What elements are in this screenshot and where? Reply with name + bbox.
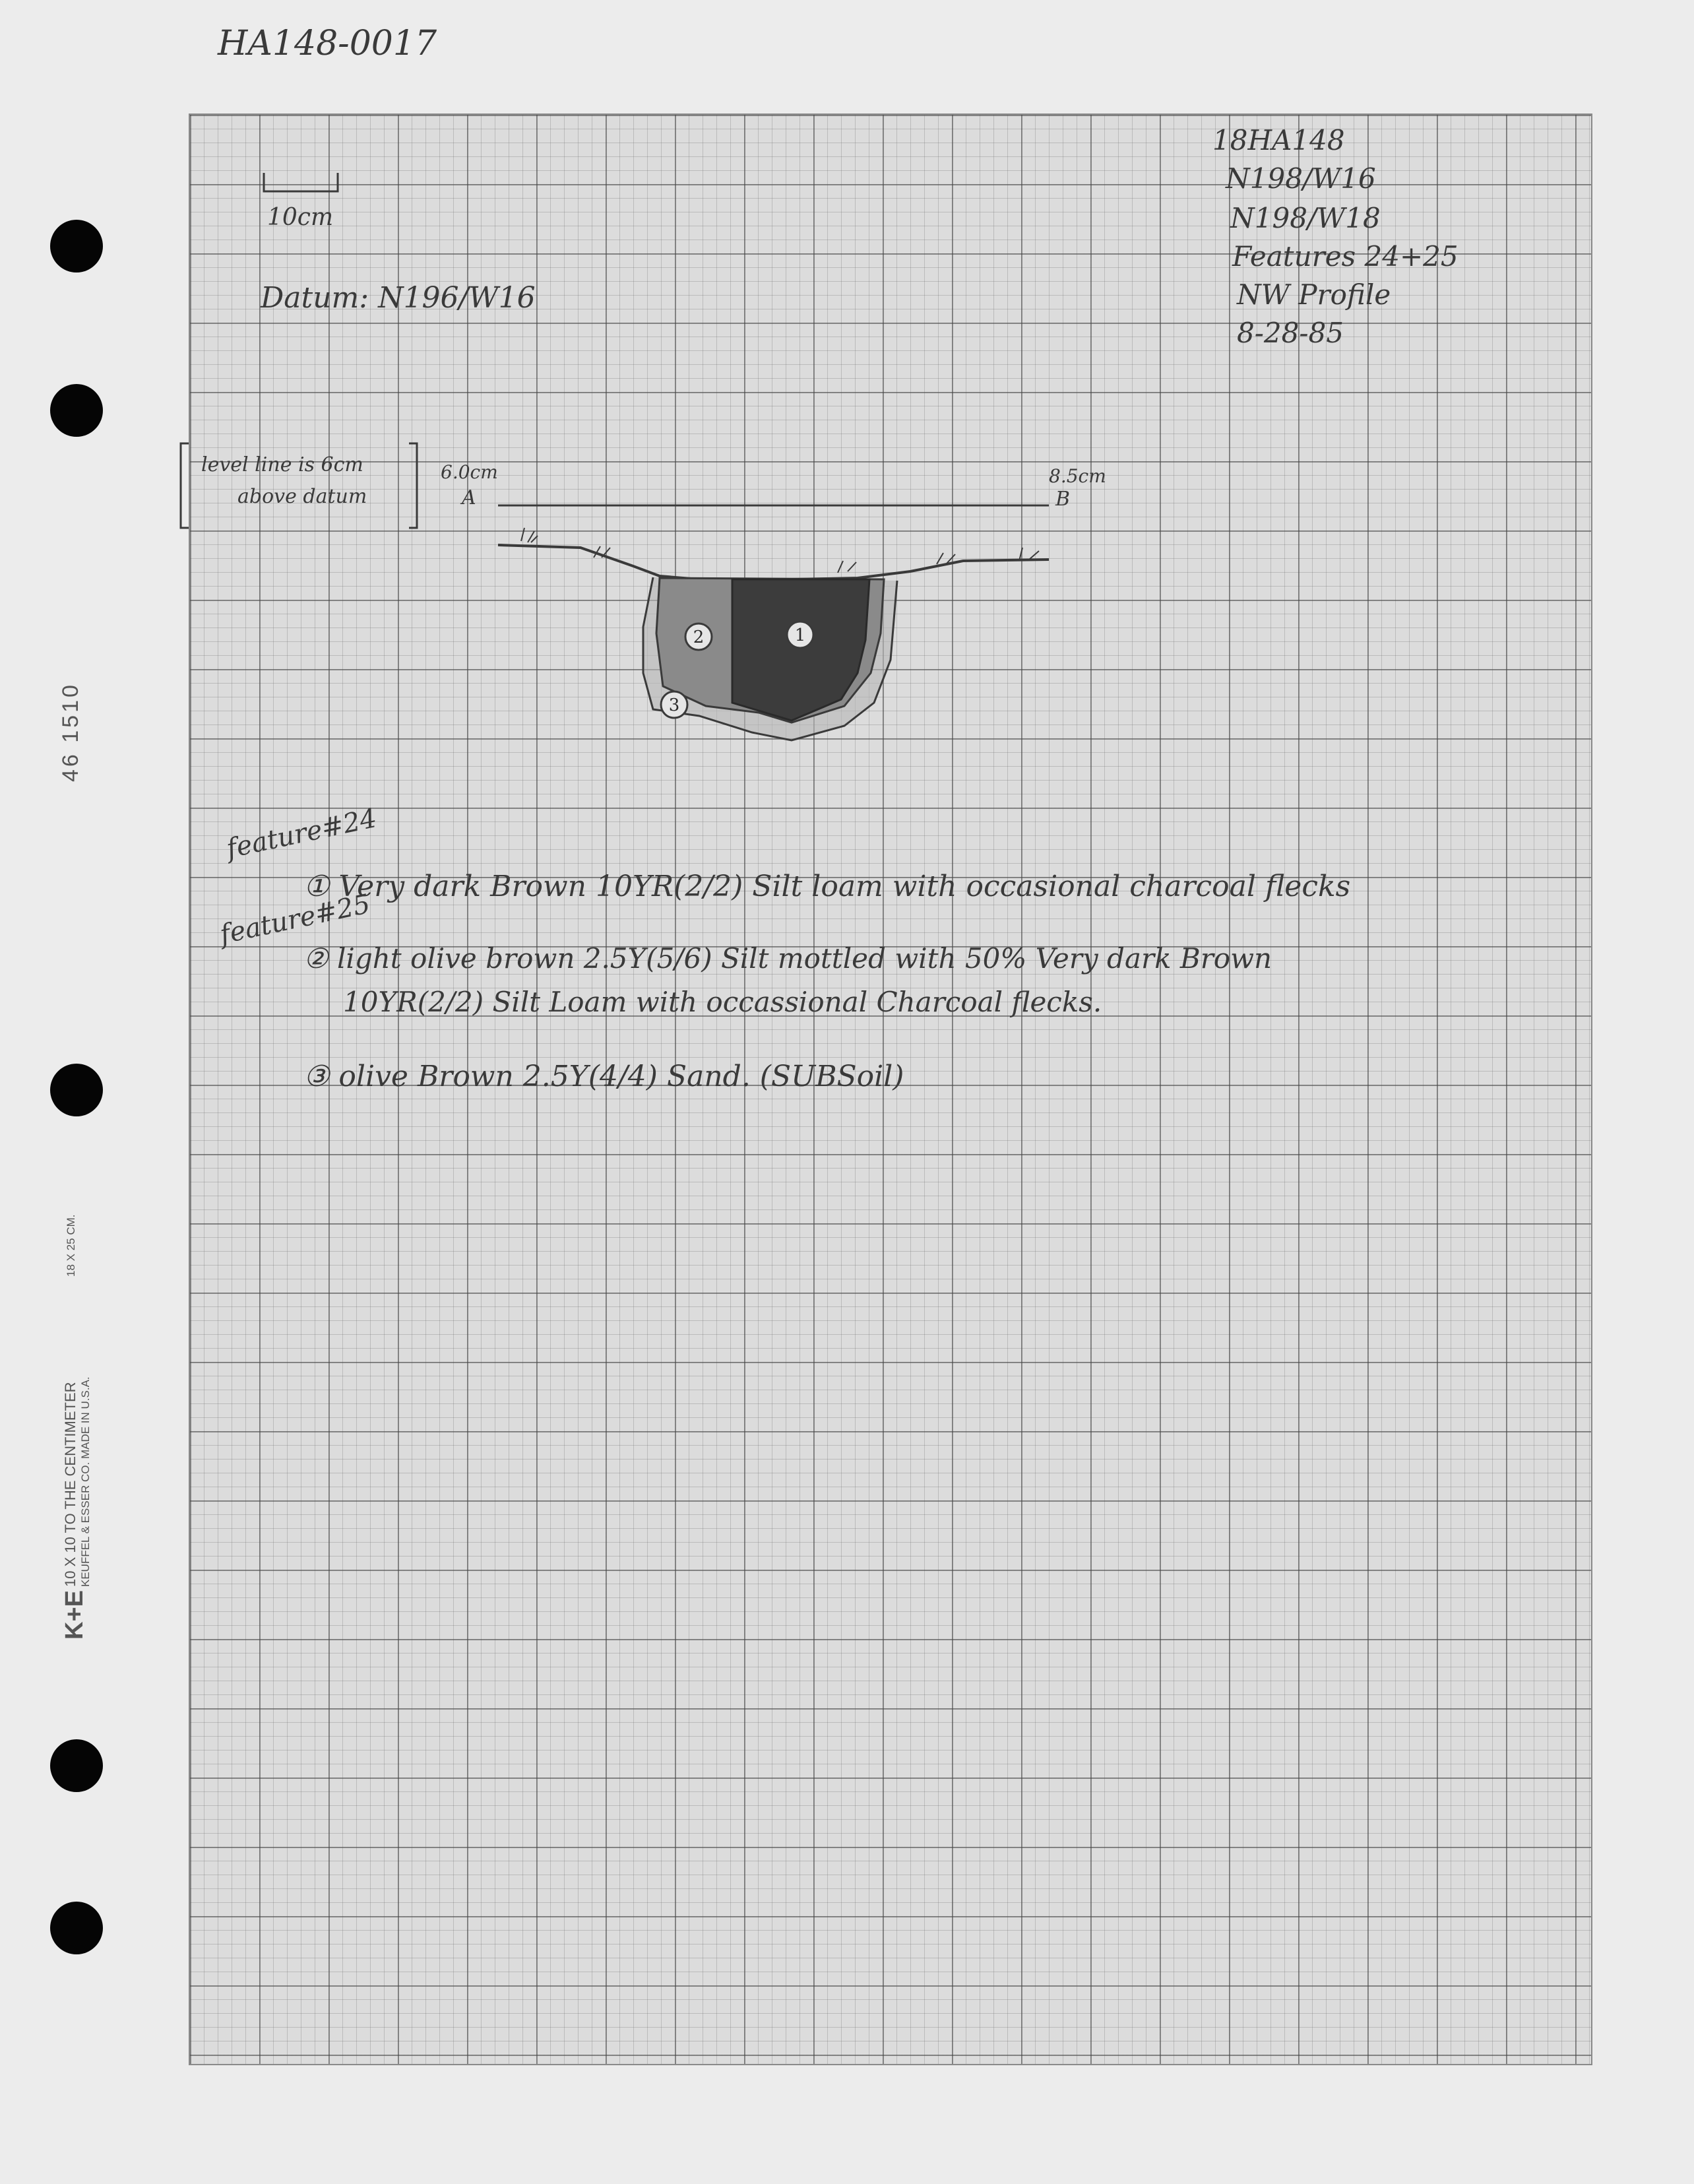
layer-1-description: ① Very dark Brown 10YR(2/2) Silt loam with occasional charcoal flecks <box>303 870 1351 903</box>
paper-size: 18 X 25 CM. <box>65 1214 77 1277</box>
date-label: 8-28-85 <box>1237 317 1344 349</box>
grass-tufts <box>521 528 1039 573</box>
paper-spec-line-1: 10 X 10 TO THE CENTIMETER <box>62 1382 78 1587</box>
level-note-line-2: above datum <box>237 485 367 508</box>
layer-2-label: 2 <box>693 627 705 647</box>
feature-24-heading: feature#24 <box>224 802 380 865</box>
unit-2: N198/W18 <box>1230 202 1381 234</box>
features-label: Features 24+25 <box>1232 240 1459 273</box>
scale-bar <box>264 173 338 191</box>
scale-label: 10cm <box>267 204 334 231</box>
layer-3-label: 3 <box>668 695 680 715</box>
brand-logo: K+E <box>61 1590 88 1640</box>
datum-label: Datum: N196/W16 <box>261 281 536 315</box>
catalog-number: HA148-0017 <box>218 24 437 63</box>
paper-spec-line-2: KEUFFEL & ESSER CO. MADE IN U.S.A. <box>79 1376 92 1587</box>
layer-3-description: ③ olive Brown 2.5Y(4/4) Sand. (SUBSoil) <box>303 1060 904 1093</box>
stock-number: 46 1510 <box>58 682 83 782</box>
point-b-label: B <box>1055 488 1071 511</box>
feature-25-heading: feature#25 <box>217 888 373 951</box>
level-note-line-1: level line is 6cm <box>201 453 363 476</box>
layer-1-label: 1 <box>794 626 806 645</box>
point-a-label: A <box>462 486 476 509</box>
point-b-elevation: 8.5cm <box>1049 465 1106 487</box>
layer-2-description-line-1: ② light olive brown 2.5Y(5/6) Silt mottled with 50% Very dark Brown <box>303 942 1272 975</box>
unit-1: N198/W16 <box>1226 162 1376 195</box>
ground-surface <box>498 545 1049 579</box>
site-number: 18HA148 <box>1212 124 1345 156</box>
point-a-elevation: 6.0cm <box>441 461 498 483</box>
profile-label: NW Profile <box>1237 278 1391 311</box>
layer-2-description-line-2: 10YR(2/2) Silt Loam with occassional Charcoal flecks. <box>343 986 1102 1018</box>
